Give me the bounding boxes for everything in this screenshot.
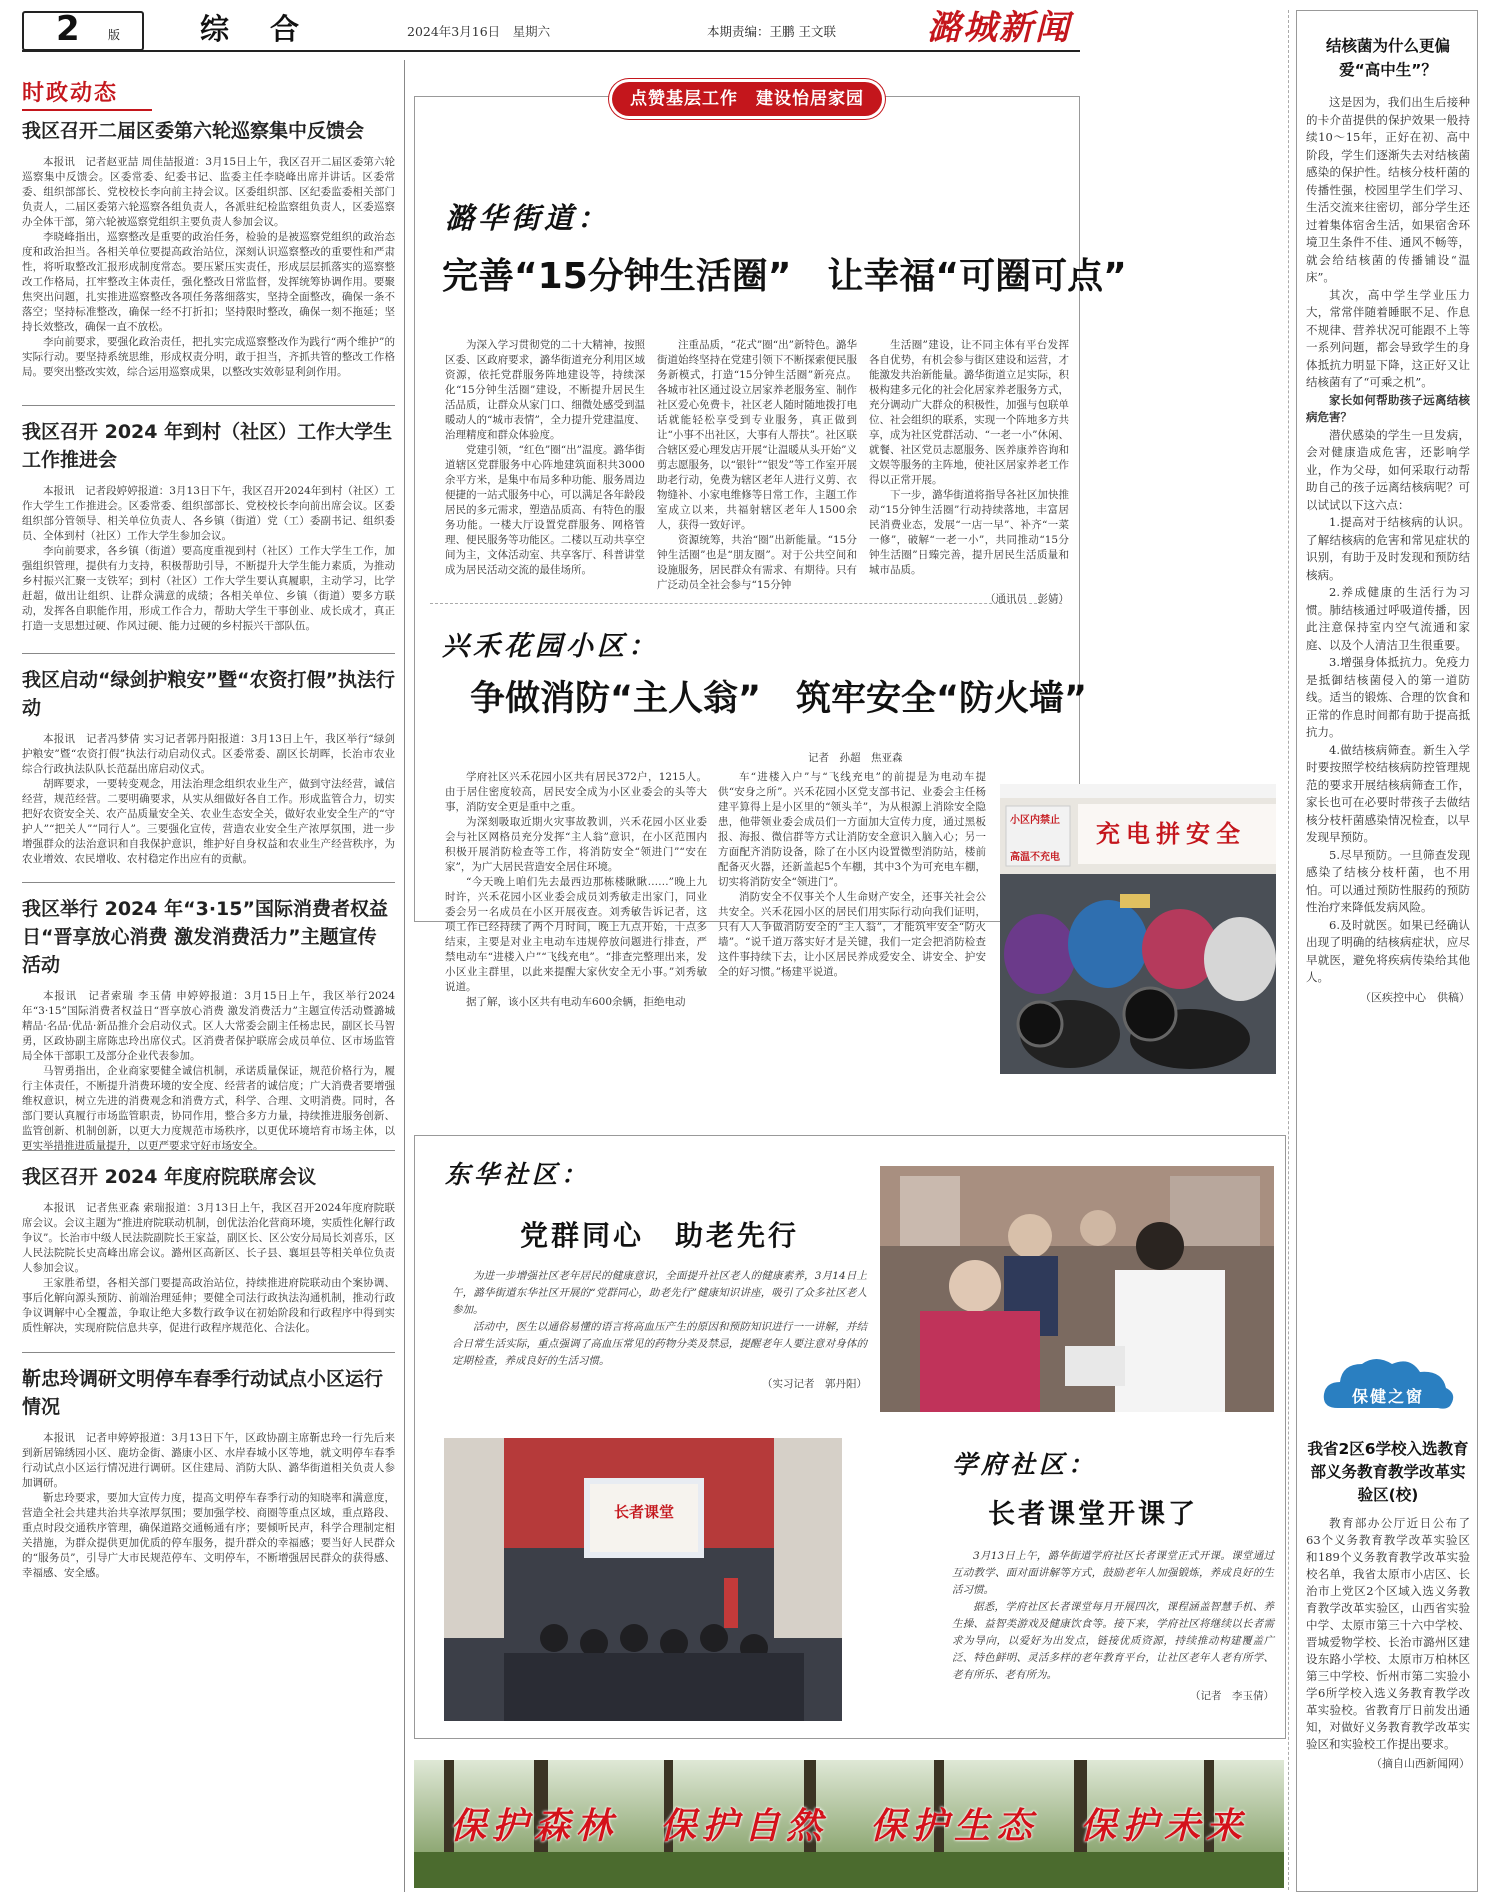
story1-column-2 bbox=[657, 338, 857, 593]
story2-column-2 bbox=[718, 770, 986, 1070]
story2-column-1 bbox=[445, 770, 707, 1070]
article-title: 我区召开二届区委第六轮巡察集中反馈会 bbox=[22, 120, 365, 142]
photo-sign-main: 充电拼安全 bbox=[1096, 820, 1246, 848]
story1-headline: 完善“15分钟生活圈” 让幸福“可圈可点” bbox=[442, 256, 1127, 297]
divider bbox=[22, 882, 395, 883]
paragraph: 为进一步增强社区老年居民的健康意识，全面提升社区老人的健康素养，3月14日上午，潞华街道东华社区开展的“党群同心，助老先行”健康知识讲座，吸引了众多社区老人参加。 bbox=[452, 1270, 867, 1316]
story1-kicker: 潞华街道： bbox=[445, 201, 611, 235]
page-unit: 版 bbox=[108, 28, 121, 42]
masthead-date: 2024年3月16日 星期六 bbox=[407, 24, 551, 39]
paragraph: 3.增强身体抵抗力。免疫力是抵御结核菌侵入的第一道防线。适当的锻炼、合理的饮食和正常的作息时间都有助于提高抵抗力。 bbox=[1306, 655, 1470, 739]
feature-banner bbox=[612, 82, 882, 116]
article-byline: （摘自山西新闻网） bbox=[1371, 1757, 1470, 1770]
paragraph: 4.做结核病筛查。新生入学时要按照学校结核病防控管理规范的要求开展结核病筛查工作，家长也可在必要时带孩子去做结核分枝杆菌感染情况检查，以早发现早预防。 bbox=[1306, 742, 1470, 844]
paragraph: 为深入学习贯彻党的二十大精神，按照区委、区政府要求，潞华街道充分利用区域资源，依托党群服务阵地建设等，持续深化“15分钟生活圈”建设，不断提升居民生活品质，让群众从家门口、细微处感受到温暖动人的“城市表情”，全力提升党建温度、治理精度和群众体验度。 bbox=[445, 339, 645, 441]
paragraph: 据了解，该小区共有电动车600余辆，拒绝电动 bbox=[466, 996, 686, 1008]
story2-photo-ebike-shed bbox=[1000, 784, 1276, 1074]
paragraph: 据悉，学府社区长者课堂每月开展四次，课程涵盖智慧手机、养生操、益智类游戏及健康饮食等。接下来，学府社区将继续以长者需求为导向，以爱好为出发点，链接优质资源，持续推动构建覆盖广泛、特色鲜明、灵活多样的老年教育平台，让社区老年人老有所学、老有所乐、老有所为。 bbox=[952, 1601, 1274, 1681]
paragraph: 本报讯 记者段婷婷报道：3月13日下午，我区召开2024年到村（社区）工作大学生工作推进会。区委常委、组织部部长、党校校长李向前出席会议。区委组织部分管领导、相关单位负责人、各乡镇（街道）党（工）委副书记、组织委员、全体到村（社区）工作大学生参加会议。 bbox=[22, 485, 395, 542]
article-title: 结核菌为什么更偏爱“高中生”？ bbox=[1325, 37, 1450, 79]
story1-byline: （通讯员 彭婧） bbox=[985, 593, 1069, 605]
story4-photo-elder-class bbox=[444, 1438, 842, 1721]
right-article-1 bbox=[1306, 34, 1470, 1005]
column-divider bbox=[404, 60, 405, 1892]
health-window-text: 保健之窗 bbox=[1351, 1387, 1424, 1406]
story4-kicker: 学府社区： bbox=[952, 1450, 1098, 1479]
column-tag-text: 时政动态 bbox=[22, 81, 119, 106]
story2-kicker: 兴禾花园小区： bbox=[442, 631, 659, 662]
paragraph: 为深刻吸取近期火灾事故教训，兴禾花园小区业委会与社区网格员充分发挥“主人翁”意识，在小区范围内积极开展消防检查等工作，将消防安全“领进门”“安在家”，为广大居民营造安全居住环境。 bbox=[445, 816, 707, 873]
paragraph: 其次，高中学生学业压力大，常常伴随着睡眠不足、作息不规律、营养状况可能跟不上等一系列问题，都会导致学生的身体抵抗力明显下降，这正好又让结核菌有了“可乘之机”。 bbox=[1306, 287, 1470, 389]
masthead-editors: 本期责编：王鹏 王文联 bbox=[707, 24, 836, 39]
divider bbox=[22, 1352, 395, 1353]
feature-banner-text: 点赞基层工作 建设怡居家园 bbox=[630, 89, 864, 109]
paragraph: 资源统筹，共治“圈”出新能量。“15分钟生活圈”也是“朋友圈”。对于公共空间和设施服务，居民群众有需求、有期待。只有广泛动员全社会参与“15分钟 bbox=[657, 534, 857, 591]
page-number: 2 bbox=[56, 9, 80, 49]
left-article-2 bbox=[22, 418, 395, 645]
paragraph: 王家胜希望，各相关部门要提高政治站位，持续推进府院联动由个案协调、事后化解向源头预防、前端治理延伸；要健全司法行政执法沟通机制，推动行政争议调解中心全覆盖，争取让绝大多数行政争议在初始阶段和行政程序中得到实质性解决，实现府院信息共享，促进行政程序规范化、合法化。 bbox=[22, 1277, 395, 1334]
paragraph: 本报讯 记者焦亚森 索瑞报道：3月13日上午，我区召开2024年度府院联席会议。会议主题为“推进府院联动机制，创优法治化营商环境，实质性化解行政争议”。长治市中级人民法院副院长王家益，副区长、区公安分局局长刘喜乐，区人民法院院长史高峰出席会议。潞州区高新区、长子县、襄垣县等相关单位负责人参加会议。 bbox=[22, 1202, 395, 1274]
article-title: 我区召开 2024 年到村（社区）工作大学生工作推进会 bbox=[22, 421, 393, 471]
left-article-3 bbox=[22, 666, 395, 874]
paragraph: 下一步，潞华街道将指导各社区加快推动“15分钟生活圈”行动持续落地，丰富居民消费业态，发展“一店一早”、补齐“一菜一修”，破解“一老一小”，共同推动“15分钟生活圈”日臻完善，提升居民生活质量和城市品质。 bbox=[869, 489, 1069, 576]
paragraph: “今天晚上咱们先去最西边那栋楼瞅瞅……”晚上九时许，兴禾花园小区业委会成员刘秀敏走出家门，同业委会另一名成员在小区开展夜查。刘秀敏告诉记者，这项工作已经持续了两个月时间，晚上九点开始，十点多结束，主要是对业主电动车违规停放问题进行排查，严禁电动车“进楼入户”“飞线充电”。“排查完整理出来，发小区业主群里，以此来提醒大家伙安全无小事。”刘秀敏说道。 bbox=[445, 876, 707, 993]
paragraph: 3月13日上午，潞华街道学府社区长者课堂正式开课。课堂通过互动教学、面对面讲解等方式，鼓励老年人加强锻炼，养成良好的生活习惯。 bbox=[952, 1550, 1274, 1596]
story3-text bbox=[452, 1268, 867, 1391]
photo-illustration bbox=[880, 1166, 1274, 1412]
paragraph: 本报讯 记者冯梦倩 实习记者郭丹阳报道：3月13日上午，我区举行“绿剑护粮安”暨“农资打假”执法行动启动仪式。区委常委、副区长胡晖，长治市农业综合行政执法队队长范磊出席启动仪式。 bbox=[22, 733, 395, 775]
article-title: 我区举行 2024 年“3·15”国际消费者权益日“晋享放心消费 激发消费活力”主题宣传活动 bbox=[22, 898, 388, 976]
paragraph: 党建引领，“红色”圈“出”温度。潞华街道辖区党群服务中心阵地建筑面积共3000余平方米，是集中布局多种功能、服务周边便捷的一站式服务中心，可以满足各年龄段居民的多元需求，塑造品质高、有特色的服务功能。一楼大厅设置党群服务、网格管理、便民服务等功能区。二楼以互动共享空间为主，文体活动室、共享客厅、科普讲堂成为居民活动交流的最佳场所。 bbox=[445, 444, 645, 576]
story3-photo-health-lecture bbox=[880, 1166, 1274, 1412]
paragraph: 注重品质，“花式”圈“出”新特色。潞华街道始终坚持在党建引领下不断探索便民服务新模式，打造“15分钟生活圈”新亮点。各城市社区通过设立居家养老服务室、制作社区爱心免费卡，社区老人随时随地拨打电话就能轻松享受到专业服务，真正做到让“小事不出社区，大事有人帮扶”。社区联合辖区爱心理发店开展“让温暖从头开始”义剪志愿服务，以“银针”“银发”等工作室开展助老行动，免费为辖区老年人进行义剪、衣物缝补、小家电维修等日常工作，主题工作室成立以来，共福射辖区老年人1500余人，获得一致好评。 bbox=[657, 339, 857, 531]
paragraph: 教育部办公厅近日公布了63个义务教育教学改革实验区和189个义务教育教学改革实验校名单，我省太原市小店区、长治市上党区2个区域入选义务教育教学改革实验区，山西省实验中学、太原市第三十六中学校、晋城爱物学校、长治市潞州区建设东路小学校、太原市万柏林区第三中学校、忻州市第二实验小学6所学校入选义务教育教学改革实验校。省教育厅日前发出通知，对做好义务教育教学改革实验区和实验校工作提出要求。 bbox=[1306, 1516, 1470, 1751]
story2-headline: 争做消防“主人翁” 筑牢安全“防火墙” bbox=[470, 679, 1088, 719]
paragraph: 本报讯 记者索瑞 李玉倩 申婷婷报道：3月15日上午，我区举行2024年“3·15”国际消费者权益日“晋享放心消费 激发消费活力”主题宣传活动暨潞城精品·名品·优品·新品推介会启动仪式。区人大常委会副主任杨忠民，副区长马智勇，区政协副主席陈忠玲出席仪式。区消费者保护联席会成员单位、区市场监管局全体干部职工及部分企业代表参加。 bbox=[22, 990, 395, 1062]
paragraph: 1.提高对于结核病的认识。了解结核病的危害和常见症状的识别，有助于及时发现和预防结核病。 bbox=[1306, 515, 1470, 582]
paragraph: 靳忠玲要求，要加大宣传力度，提高文明停车春季行动的知晓率和满意度，营造全社会共建共治共享浓厚氛围；要加强学校、商圈等重点区域，重点路段、重点时段交通秩序管理，确保道路交通畅通有序；要倾听民声，科学合理制定相关措施，为群众提供更加优质的停车服务，提升群众的幸福感；要当好人民群众的“服务员”，引导广大市民规范停车、文明停车，不断增强居民群众的获得感、幸福感、安全感。 bbox=[22, 1492, 395, 1579]
article-title: 靳忠玲调研文明停车春季行动试点小区运行情况 bbox=[22, 1368, 384, 1418]
photo-sign-sub: 高温不充电 bbox=[1010, 852, 1060, 863]
health-window-logo bbox=[1318, 1350, 1458, 1420]
story3-kicker: 东华社区： bbox=[445, 1160, 591, 1189]
column-tag bbox=[22, 76, 152, 111]
paragraph: 这是因为，我们出生后接种的卡介苗提供的保护效果一般持续10～15年，正好在初、高中阶段，学生们逐渐失去对结核菌感染的保护性。结核分枝杆菌的传播性强，校园里学生们学习、生活交流来往密切，部分学生还过着集体宿舍生活，如果宿舍环境卫生条件不佳、通风不畅等，就会给结核菌的传播铺设“温床”。 bbox=[1306, 95, 1470, 284]
left-article-4 bbox=[22, 895, 395, 1152]
forest-banner-text: 保护森林 保护自然 保护生态 保护未来 bbox=[449, 1805, 1248, 1847]
divider bbox=[430, 603, 1062, 604]
paragraph: 6.及时就医。如果已经确认出现了明确的结核病症状，应尽早就医，避免将疾病传染给其他人。 bbox=[1306, 917, 1470, 984]
story2-byline: 记者 孙超 焦亚森 bbox=[808, 752, 903, 764]
paragraph: 生活圈”建设，让不同主体有平台发挥各自优势，有机会参与街区建设和运营，才能激发共治新能量。潞华街道立足实际，积极构建多元化的社会化居家养老服务方式，充分调动广大群众的积极性，加强与包联单位、社会组织的联系，实现一个阵地多方共享，成为社区党群活动、“一老一小”休闲、就餐、社区党员志愿服务、医养康养咨询和文娱等服务的主阵地，使社区居家养老工作得以正常开展。 bbox=[869, 339, 1069, 486]
section-name: 综 合 bbox=[200, 12, 306, 46]
paragraph: 5.尽早预防。一旦筛查发现感染了结核分枝杆菌，也不用怕。可以通过预防性服药的预防性治疗来降低发病风险。 bbox=[1306, 847, 1470, 914]
story1-column-3 bbox=[869, 338, 1069, 607]
divider bbox=[22, 1150, 395, 1151]
paragraph: 胡晖要求，一要转变观念，用法治理念组织农业生产，做到守法经营，诚信经营，规范经营。二要明确要求，从实从细做好各自工作。形成监管合力，切实把好农资安全关、农产品质量安全关、农业生态安全关，做好农业安全生产的“守护人”“把关人”“同行人”。三要强化宣传，营造农业安全生产浓厚氛围，进一步增强群众的法治意识和自我保护意识，维护好自身权益和农业生产经营秩序，为农业增效、农民增收、农村稳定作出应有的贡献。 bbox=[22, 778, 395, 865]
paragraph: 活动中，医生以通俗易懂的语言将高血压产生的原因和预防知识进行一一讲解，并结合日常生活实际，重点强调了高血压常见的药物分类及禁忌，提醒老年人要注意对身体的定期检查，养成良好的生活习惯。 bbox=[452, 1321, 867, 1367]
column-tag-underline bbox=[22, 109, 152, 111]
story3-byline: （实习记者 郭丹阳） bbox=[762, 1378, 867, 1390]
paragraph: 李晓峰指出，巡察整改是重要的政治任务，检验的是被巡察党组织的政治态度和政治担当。各相关单位要提高政治站位，深刻认识巡察整改的重要性和严肃性，将听取整改汇报形成制度常态。要压紧压实责任，形成层层抓落实的巡察整改工作格局，扛牢整改主体责任，强化整改日常监督，发挥统筹协调作用。要聚焦突出问题，扎实推进巡察整改各项任务落细落实，坚持全面整改，确保一条不落空；坚持标准整改，确保一经不打折扣；坚持限时整改，确保一刻不拖延；坚持长效整改，确保一直不放松。 bbox=[22, 231, 395, 333]
paragraph: 2.养成健康的生活行为习惯。肺结核通过呼吸道传播，因此注意保持室内空气流通和家庭、以及个人清洁卫生很重要。 bbox=[1306, 585, 1470, 652]
forest-banner bbox=[414, 1760, 1284, 1888]
left-article-6 bbox=[22, 1365, 395, 1893]
paragraph: 李向前要求，各乡镇（街道）要高度重视到村（社区）工作大学生工作，加强组织管理，提供有力支持，积极帮助引导，不断提升大学生能力素质，为推动乡村振兴汇聚一支铁军；到村（社区）工作大学生要认真履职，主动学习，比学赶超，做出让组织、让群众满意的成绩；各相关单位、乡镇（街道）要多方联动，发挥各自职能作用，形成工作合力，帮助大学生干事创业、成长成才，真正打造一支思想过硬、作风过硬、能力过硬的乡村振兴干部队伍。 bbox=[22, 545, 395, 632]
paragraph: 消防安全不仅事关个人生命财产安全，还事关社会公共安全。兴禾花园小区的居民们用实际行动向我们证明，只有人人争做消防安全的“主人翁”，才能筑牢安全“防火墙”。“说千道万落实好才是关键，我们一定会把消防检查这件事持续下去，让小区居民养成爱安全、讲安全、护安全的好习惯。”杨建平说道。 bbox=[718, 891, 986, 978]
paragraph: 潜伏感染的学生一旦发病，会对健康造成危害，还影响学业，作为父母，如何采取行动帮助自己的孩子远离结核病呢？可以试试以下这六点： bbox=[1306, 427, 1470, 512]
story4-byline: （记者 李玉倩） bbox=[1190, 1690, 1274, 1702]
paragraph: 马智勇指出，企业商家要健全诚信机制，承诺质量保证，规范价格行为，履行主体责任，不断提升消费环境的安全度、经营者的诚信度；广大消费者要增强维权意识，树立先进的消费观念和消费方式，科学、合理、文明消费。同时，各部门要认真履行市场监管职责，协同作用，整合多方力量，持续推进服务创新、监管创新、机制创新，以更大力度规范市场秩序，以更优环境培育市场主体，以更实举措推进质量提升，以更严要求守好市场安全。 bbox=[22, 1065, 395, 1152]
divider bbox=[22, 405, 395, 406]
column-divider bbox=[1288, 10, 1289, 1890]
paragraph: 车“进楼入户”与“飞线充电”的前提是为电动车提供“安身之所”。兴禾花园小区党支部书记、业委会主任杨建平算得上是小区里的“领头羊”，为从根源上消除安全隐患，他带领业委会成员们一方面加大宣传力度，通过黑板报、海报、微信群等方式让消防安全意识入脑入心；另一方面配齐消防设备，除了在小区内设置微型消防站，楼前配备灭火器，还新盖起5个车棚，其中3个为可充电车棚，切实将消防安全“领进门”。 bbox=[718, 771, 986, 888]
article-title: 我区召开 2024 年度府院联席会议 bbox=[22, 1166, 317, 1188]
masthead-rule bbox=[22, 50, 1080, 52]
story1-column-1 bbox=[445, 338, 645, 578]
photo-sign-left: 小区内禁止 bbox=[1010, 815, 1060, 826]
masthead bbox=[22, 8, 1080, 53]
paragraph: 本报讯 记者赵亚喆 周佳喆报道：3月15日上午，我区召开二届区委第六轮巡察集中反馈会。区委常委、纪委书记、监委主任李晓峰出席并讲话。区委常委、组织部部长、党校校长李向前主持会议。区委组织部、区纪委监委相关部门负责人，二届区委第六轮巡察各组负责人，各派驻纪检监察组负责人，区委巡察办全体干部，第六轮被巡察党组织主要负责人参加会议。 bbox=[22, 156, 395, 228]
paragraph: 李向前要求，要强化政治责任，把扎实完成巡察整改作为践行“两个维护”的实际行动。要坚持系统思维，形成权责分明，敢于担当，齐抓共管的整改工作格局。要突出整改实效，综合运用巡察成果，以整改实效彰显利剑作用。 bbox=[22, 336, 395, 378]
photo-illustration bbox=[444, 1438, 842, 1721]
story3-headline: 党群同心 助老先行 bbox=[520, 1219, 800, 1252]
right-article-2 bbox=[1306, 1438, 1470, 1771]
story4-text bbox=[952, 1548, 1274, 1703]
paper-name-logo: 潞城新闻 bbox=[927, 8, 1071, 48]
left-article-1 bbox=[22, 117, 395, 395]
article-byline: （区疾控中心 供稿） bbox=[1360, 990, 1470, 1004]
photo-screen-text: 长者课堂 bbox=[613, 1503, 674, 1521]
divider bbox=[22, 653, 395, 654]
page-number-box bbox=[22, 11, 144, 51]
paragraph: 本报讯 记者申婷婷报道：3月13日下午，区政协副主席靳忠玲一行先后来到新居锦绣园小区、鹿坊金街、潞康小区、水岸春城小区等地，就文明停车春季行动试点小区运行情况进行调研。区住建局、消防大队、潞华街道相关负责人参加调研。 bbox=[22, 1432, 395, 1489]
left-article-5 bbox=[22, 1163, 395, 1345]
article-title: 我区启动“绿剑护粮安”暨“农资打假”执法行动 bbox=[22, 669, 395, 719]
story4-headline: 长者课堂开课了 bbox=[988, 1499, 1198, 1530]
article-title: 我省2区6学校入选教育部义务教育教学改革实验区(校) bbox=[1307, 1440, 1469, 1504]
subheading: 家长如何帮助孩子远离结核病危害？ bbox=[1306, 392, 1470, 424]
paragraph: 学府社区兴禾花园小区共有居民372户，1215人。由于居住密度较高，居民安全成为小区业委会的头等大事，消防安全更是重中之重。 bbox=[445, 771, 707, 813]
